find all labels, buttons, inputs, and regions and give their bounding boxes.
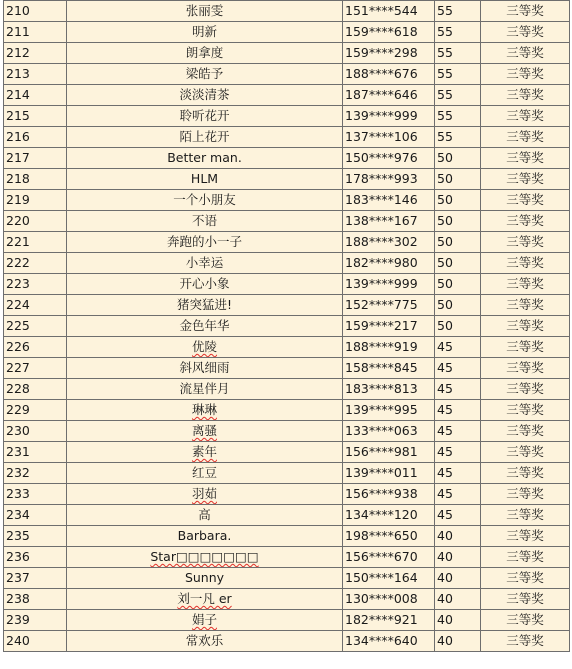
table-row [4, 211, 570, 232]
score-cell: 40 [435, 631, 481, 652]
name-text: 梁皓予 [185, 66, 224, 81]
table-row [4, 631, 570, 652]
rank-cell: 233 [4, 484, 67, 505]
table-row [4, 568, 570, 589]
score-cell: 40 [435, 589, 481, 610]
prize-cell: 三等奖 [481, 610, 570, 631]
name-text: Better man. [167, 150, 242, 165]
prize-cell: 三等奖 [481, 547, 570, 568]
table-row [4, 484, 570, 505]
table-row [4, 127, 570, 148]
prize-cell: 三等奖 [481, 85, 570, 106]
prize-cell: 三等奖 [481, 442, 570, 463]
name-text: 朗拿度 [185, 45, 224, 60]
table-row [4, 253, 570, 274]
table-row [4, 148, 570, 169]
rank-cell: 230 [4, 421, 67, 442]
phone-cell: 152****775 [343, 295, 435, 316]
rank-cell: 218 [4, 169, 67, 190]
rank-cell: 216 [4, 127, 67, 148]
rank-cell: 212 [4, 43, 67, 64]
name-cell [67, 169, 343, 190]
name-cell [67, 631, 343, 652]
phone-cell: 159****618 [343, 22, 435, 43]
phone-cell: 130****008 [343, 589, 435, 610]
prize-cell: 三等奖 [481, 631, 570, 652]
phone-cell: 158****845 [343, 358, 435, 379]
name-cell [67, 232, 343, 253]
score-cell: 50 [435, 169, 481, 190]
score-cell: 40 [435, 568, 481, 589]
table-row [4, 463, 570, 484]
prize-cell: 三等奖 [481, 148, 570, 169]
phone-cell: 178****993 [343, 169, 435, 190]
rank-cell: 234 [4, 505, 67, 526]
score-cell: 55 [435, 106, 481, 127]
score-cell: 45 [435, 484, 481, 505]
rank-cell: 214 [4, 85, 67, 106]
rank-cell: 220 [4, 211, 67, 232]
phone-cell: 188****919 [343, 337, 435, 358]
phone-cell: 139****011 [343, 463, 435, 484]
name-cell [67, 253, 343, 274]
name-text: 奔跑的小一子 [166, 234, 242, 249]
name-cell [67, 106, 343, 127]
rank-cell: 221 [4, 232, 67, 253]
name-cell [67, 505, 343, 526]
prize-cell: 三等奖 [481, 463, 570, 484]
name-cell [67, 484, 343, 505]
prize-cell: 三等奖 [481, 379, 570, 400]
winners-table [3, 0, 570, 652]
table-row [4, 337, 570, 358]
prize-cell: 三等奖 [481, 106, 570, 127]
phone-cell: 183****146 [343, 190, 435, 211]
rank-cell: 232 [4, 463, 67, 484]
table-row [4, 22, 570, 43]
name-text: 刘一凡 er [177, 591, 232, 606]
prize-cell: 三等奖 [481, 274, 570, 295]
table-row [4, 274, 570, 295]
prize-cell: 三等奖 [481, 568, 570, 589]
rank-cell: 229 [4, 400, 67, 421]
rank-cell: 225 [4, 316, 67, 337]
phone-cell: 159****298 [343, 43, 435, 64]
phone-cell: 138****167 [343, 211, 435, 232]
score-cell: 45 [435, 463, 481, 484]
name-cell [67, 190, 343, 211]
prize-cell: 三等奖 [481, 190, 570, 211]
name-text: Star□□□□□□□ [150, 549, 259, 564]
score-cell: 50 [435, 253, 481, 274]
name-cell [67, 379, 343, 400]
score-cell: 50 [435, 295, 481, 316]
score-cell: 55 [435, 85, 481, 106]
table-row [4, 526, 570, 547]
table-row [4, 547, 570, 568]
name-text: 离骚 [191, 423, 217, 438]
table-row [4, 316, 570, 337]
name-text: 琳琳 [191, 402, 217, 417]
name-cell [67, 1, 343, 22]
table-row [4, 1, 570, 22]
score-cell: 50 [435, 316, 481, 337]
rank-cell: 235 [4, 526, 67, 547]
phone-cell: 182****921 [343, 610, 435, 631]
score-cell: 45 [435, 400, 481, 421]
prize-cell: 三等奖 [481, 421, 570, 442]
table-row [4, 358, 570, 379]
score-cell: 45 [435, 337, 481, 358]
score-cell: 45 [435, 379, 481, 400]
prize-cell: 三等奖 [481, 22, 570, 43]
prize-cell: 三等奖 [481, 169, 570, 190]
prize-cell: 三等奖 [481, 316, 570, 337]
rank-cell: 240 [4, 631, 67, 652]
prize-cell: 三等奖 [481, 232, 570, 253]
score-cell: 45 [435, 421, 481, 442]
name-cell [67, 358, 343, 379]
name-cell [67, 127, 343, 148]
prize-cell: 三等奖 [481, 358, 570, 379]
phone-cell: 156****938 [343, 484, 435, 505]
phone-cell: 151****544 [343, 1, 435, 22]
table-row [4, 106, 570, 127]
name-text: 娟子 [191, 612, 217, 627]
rank-cell: 236 [4, 547, 67, 568]
score-cell: 45 [435, 358, 481, 379]
table-row [4, 442, 570, 463]
name-text: 小幸运 [185, 255, 224, 270]
score-cell: 50 [435, 148, 481, 169]
phone-cell: 139****999 [343, 106, 435, 127]
phone-cell: 150****976 [343, 148, 435, 169]
prize-cell: 三等奖 [481, 253, 570, 274]
rank-cell: 213 [4, 64, 67, 85]
name-cell [67, 64, 343, 85]
name-text: 流星伴月 [179, 381, 230, 396]
name-text: Barbara. [177, 528, 232, 543]
phone-cell: 137****106 [343, 127, 435, 148]
rank-cell: 215 [4, 106, 67, 127]
rank-cell: 210 [4, 1, 67, 22]
table-row [4, 379, 570, 400]
name-cell [67, 295, 343, 316]
rank-cell: 222 [4, 253, 67, 274]
score-cell: 50 [435, 190, 481, 211]
name-text: 羽茹 [191, 486, 217, 501]
prize-cell: 三等奖 [481, 64, 570, 85]
name-text: 一个小朋友 [173, 192, 236, 207]
name-text: 张丽雯 [185, 3, 224, 18]
name-text: 高 [198, 507, 211, 522]
table-row [4, 400, 570, 421]
name-cell [67, 85, 343, 106]
name-cell [67, 148, 343, 169]
name-cell [67, 421, 343, 442]
prize-cell: 三等奖 [481, 526, 570, 547]
rank-cell: 223 [4, 274, 67, 295]
score-cell: 40 [435, 547, 481, 568]
table-row [4, 505, 570, 526]
name-text: 红豆 [191, 465, 217, 480]
phone-cell: 156****670 [343, 547, 435, 568]
phone-cell: 134****640 [343, 631, 435, 652]
name-cell [67, 610, 343, 631]
phone-cell: 139****995 [343, 400, 435, 421]
score-cell: 55 [435, 127, 481, 148]
phone-cell: 188****302 [343, 232, 435, 253]
name-cell [67, 442, 343, 463]
rank-cell: 219 [4, 190, 67, 211]
name-text: 聆听花开 [179, 108, 230, 123]
name-cell [67, 337, 343, 358]
name-cell [67, 211, 343, 232]
prize-cell: 三等奖 [481, 505, 570, 526]
table-row [4, 232, 570, 253]
table-row [4, 610, 570, 631]
phone-cell: 133****063 [343, 421, 435, 442]
score-cell: 50 [435, 274, 481, 295]
name-cell [67, 463, 343, 484]
phone-cell: 139****999 [343, 274, 435, 295]
prize-cell: 三等奖 [481, 295, 570, 316]
rank-cell: 224 [4, 295, 67, 316]
name-text: Sunny [184, 570, 225, 585]
phone-cell: 134****120 [343, 505, 435, 526]
name-cell [67, 274, 343, 295]
score-cell: 55 [435, 1, 481, 22]
name-text: 素年 [191, 444, 217, 459]
phone-cell: 187****646 [343, 85, 435, 106]
prize-cell: 三等奖 [481, 589, 570, 610]
name-cell [67, 43, 343, 64]
phone-cell: 150****164 [343, 568, 435, 589]
name-text: 斜风细雨 [179, 360, 230, 375]
score-cell: 45 [435, 442, 481, 463]
prize-cell: 三等奖 [481, 1, 570, 22]
name-text: 开心小象 [179, 276, 230, 291]
name-text: 优陵 [191, 339, 217, 354]
phone-cell: 188****676 [343, 64, 435, 85]
name-cell [67, 316, 343, 337]
table-row [4, 190, 570, 211]
name-cell [67, 526, 343, 547]
phone-cell: 156****981 [343, 442, 435, 463]
phone-cell: 198****650 [343, 526, 435, 547]
name-cell [67, 547, 343, 568]
table-row [4, 295, 570, 316]
name-text: 淡淡清茶 [179, 87, 230, 102]
phone-cell: 159****217 [343, 316, 435, 337]
rank-cell: 239 [4, 610, 67, 631]
score-cell: 55 [435, 64, 481, 85]
rank-cell: 231 [4, 442, 67, 463]
score-cell: 40 [435, 610, 481, 631]
score-cell: 55 [435, 22, 481, 43]
score-cell: 55 [435, 43, 481, 64]
prize-cell: 三等奖 [481, 400, 570, 421]
rank-cell: 226 [4, 337, 67, 358]
name-text: 常欢乐 [185, 633, 224, 648]
phone-cell: 182****980 [343, 253, 435, 274]
table-row [4, 421, 570, 442]
name-text: 不语 [191, 213, 217, 228]
name-text: HLM [190, 171, 219, 186]
score-cell: 50 [435, 211, 481, 232]
table-body [4, 1, 570, 652]
name-cell [67, 589, 343, 610]
name-text: 金色年华 [179, 318, 230, 333]
prize-cell: 三等奖 [481, 211, 570, 232]
table-row [4, 64, 570, 85]
score-cell: 45 [435, 505, 481, 526]
rank-cell: 217 [4, 148, 67, 169]
phone-cell: 183****813 [343, 379, 435, 400]
rank-cell: 238 [4, 589, 67, 610]
name-cell [67, 22, 343, 43]
name-text: 明新 [191, 24, 217, 39]
name-text: 猪突猛进! [176, 297, 232, 312]
name-text: 陌上花开 [179, 129, 230, 144]
rank-cell: 211 [4, 22, 67, 43]
prize-cell: 三等奖 [481, 43, 570, 64]
score-cell: 50 [435, 232, 481, 253]
name-cell [67, 568, 343, 589]
prize-cell: 三等奖 [481, 484, 570, 505]
rank-cell: 227 [4, 358, 67, 379]
prize-cell: 三等奖 [481, 337, 570, 358]
table-row [4, 169, 570, 190]
score-cell: 40 [435, 526, 481, 547]
rank-cell: 228 [4, 379, 67, 400]
table-row [4, 85, 570, 106]
prize-cell: 三等奖 [481, 127, 570, 148]
table-row [4, 589, 570, 610]
name-cell [67, 400, 343, 421]
table-row [4, 43, 570, 64]
rank-cell: 237 [4, 568, 67, 589]
